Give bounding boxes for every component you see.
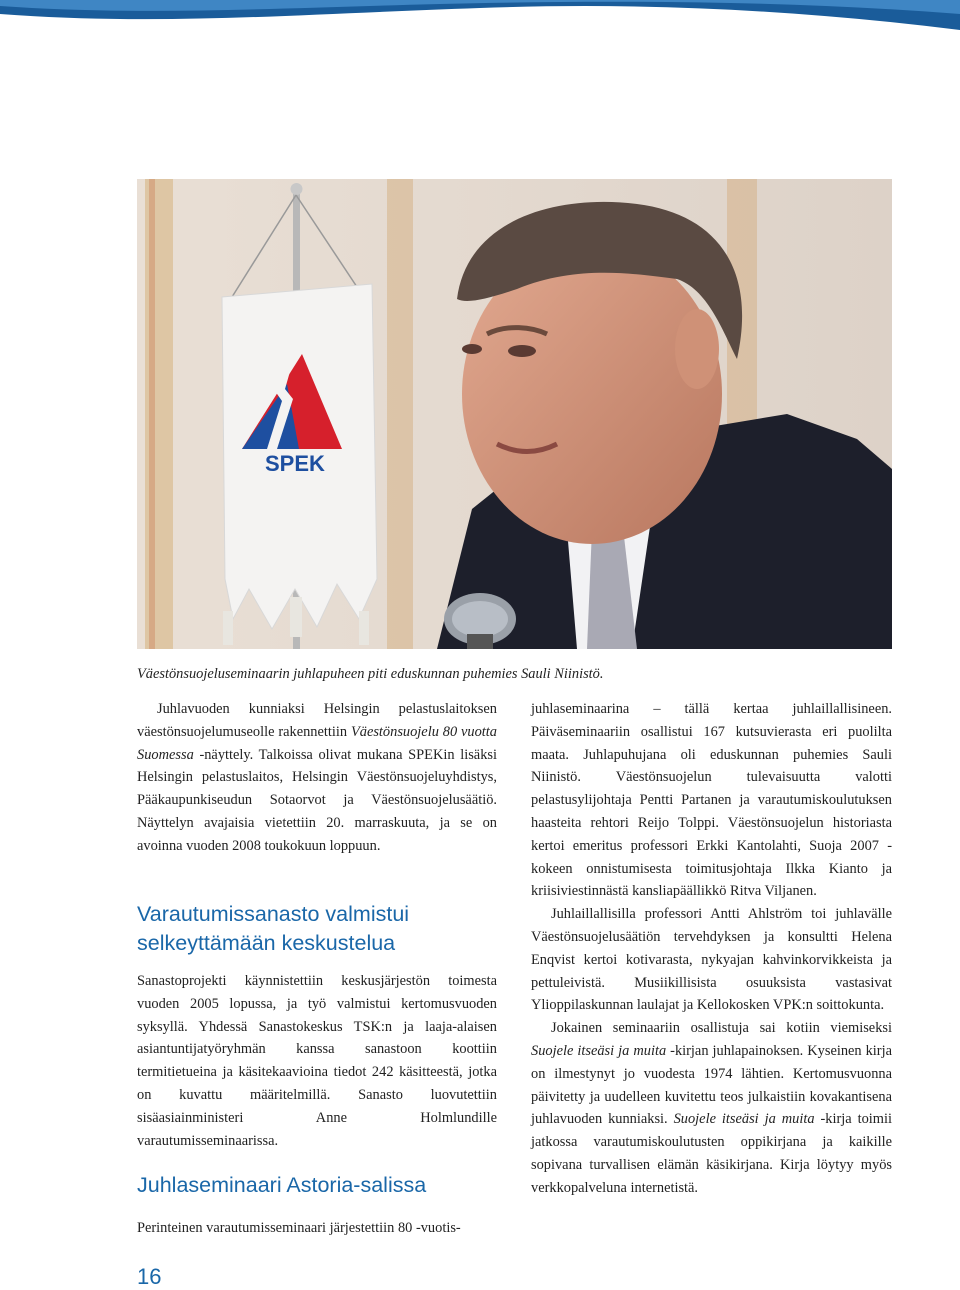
sanasto-paragraph: Sanastoprojekti käynnistettiin keskusjärjestön toimesta vuoden 2005 lopussa, ja työ valmistui kertomusvuoden syksyllä. Yhdessä Sanastokeskus TSK:n ja laaja-alaisen asiantuntijatyöryhmän kanssa sanastoon koottiin termitietueina ja käsitekaavioina tiedot 242 käsitteestä, jotka on kuvattu määritelmillä. Sanasto luovutettiin sisäasiainministeri Anne Holmlundille varautumisseminaarissa. (137, 973, 497, 1149)
right-paragraph-2: Juhlaillallisilla professori Antti Ahlström toi juhlavälle Väestönsuojelusäätiön tervehdyksen ja konsultti Helena Enqvist kertoi kotivarasta, nykyajan kahvinkorvikkeista ja pettuleivistä. Musiikillisista osuuksista vastasivat Ylioppilaskunnan laulajat ja Kellokosken VPK:n soittokunta. (531, 906, 892, 1014)
intro-paragraph: Juhlavuoden kunniaksi Helsingin pelastuslaitoksen väestönsuojelumuseolle rakennettiin Väestönsuojelu 80 vuotta Suomessa -näyttely. Talkoissa olivat mukana SPEKin lisäksi Helsingin pelastuslaitos, Helsingin Väestönsuojeluyhdistys, Pääkaupunkiseudun Sotaorvot ja Väestönsuojelusäätiö. Näyttelyn avajaisia vietettiin 20. marraskuuta, ja se on avoinna vuoden 2008 toukokuun loppuun. (137, 701, 497, 854)
exhibition-title: Väestönsuojelu 80 vuotta Suomessa (137, 723, 497, 763)
photo-caption: Väestönsuojeluseminaarin juhlapuheen piti eduskunnan puhemies Sauli Niinistö. (137, 666, 604, 682)
right-paragraph-1: juhlaseminaarina – tällä kertaa juhlaillallisineen. Päiväseminaariin osallistui 167 kutsuvierasta eri puolilta maata. Juhlapuhujana oli eduskunnan puhemies Sauli Niinistö. Väestönsuojelun tulevaisuutta valotti pelastusylijohtaja Pentti Partanen ja varautumiskoulutuksen haasteita rehtori Reijo Tolppi. Väestönsuojelun historiasta kertoi emeritus professori Erkki Kantolahti, Suoja 2007 -kokeen onnistumisesta toimitusjohtaja Ilkka Kianto ja kriisiviestinnästä kansliapäällikkö Ritva Viljanen. (531, 701, 892, 900)
speaker-photo (137, 179, 892, 649)
section-heading-juhlaseminaari: Juhlaseminaari Astoria-salissa (137, 1173, 427, 1197)
page-number: 16 (137, 1264, 162, 1289)
spek-banner-text: SPEK (265, 451, 325, 476)
section-heading-sanasto: Varautumissanasto valmistui selkeyttämään keskustelua (137, 902, 410, 955)
top-wave-decoration (0, 0, 960, 40)
juhlaseminaari-paragraph: Perinteinen varautumisseminaari järjestettiin 80 -vuotis- (137, 1220, 461, 1236)
book-title: Suojele itseäsi ja muita (531, 1042, 667, 1059)
book-title: Suojele itseäsi ja muita (673, 1111, 815, 1128)
right-column (531, 698, 892, 1200)
left-column (137, 698, 497, 858)
right-paragraph-3: Jokainen seminaariin osallistuja sai kotiin viemiseksi Suojele itseäsi ja muita -kirjan juhlapainoksen. Kyseinen kirja on ilmestynyt jo vuodesta 1974 lähtien. Kertomusvuonna päivitetty ja uudelleen kuvitettu teos julkaistiin kovakantisena juhlavuoden kunniaksi. Suojele itseäsi ja muita -kirja toimii jatkossa varautumiskoulutusten oppikirjana ja kaikille sopivana turvallisen elämän käsikirjana. Kirja löytyy myös verkkopalveluna internetistä. (531, 1020, 892, 1196)
